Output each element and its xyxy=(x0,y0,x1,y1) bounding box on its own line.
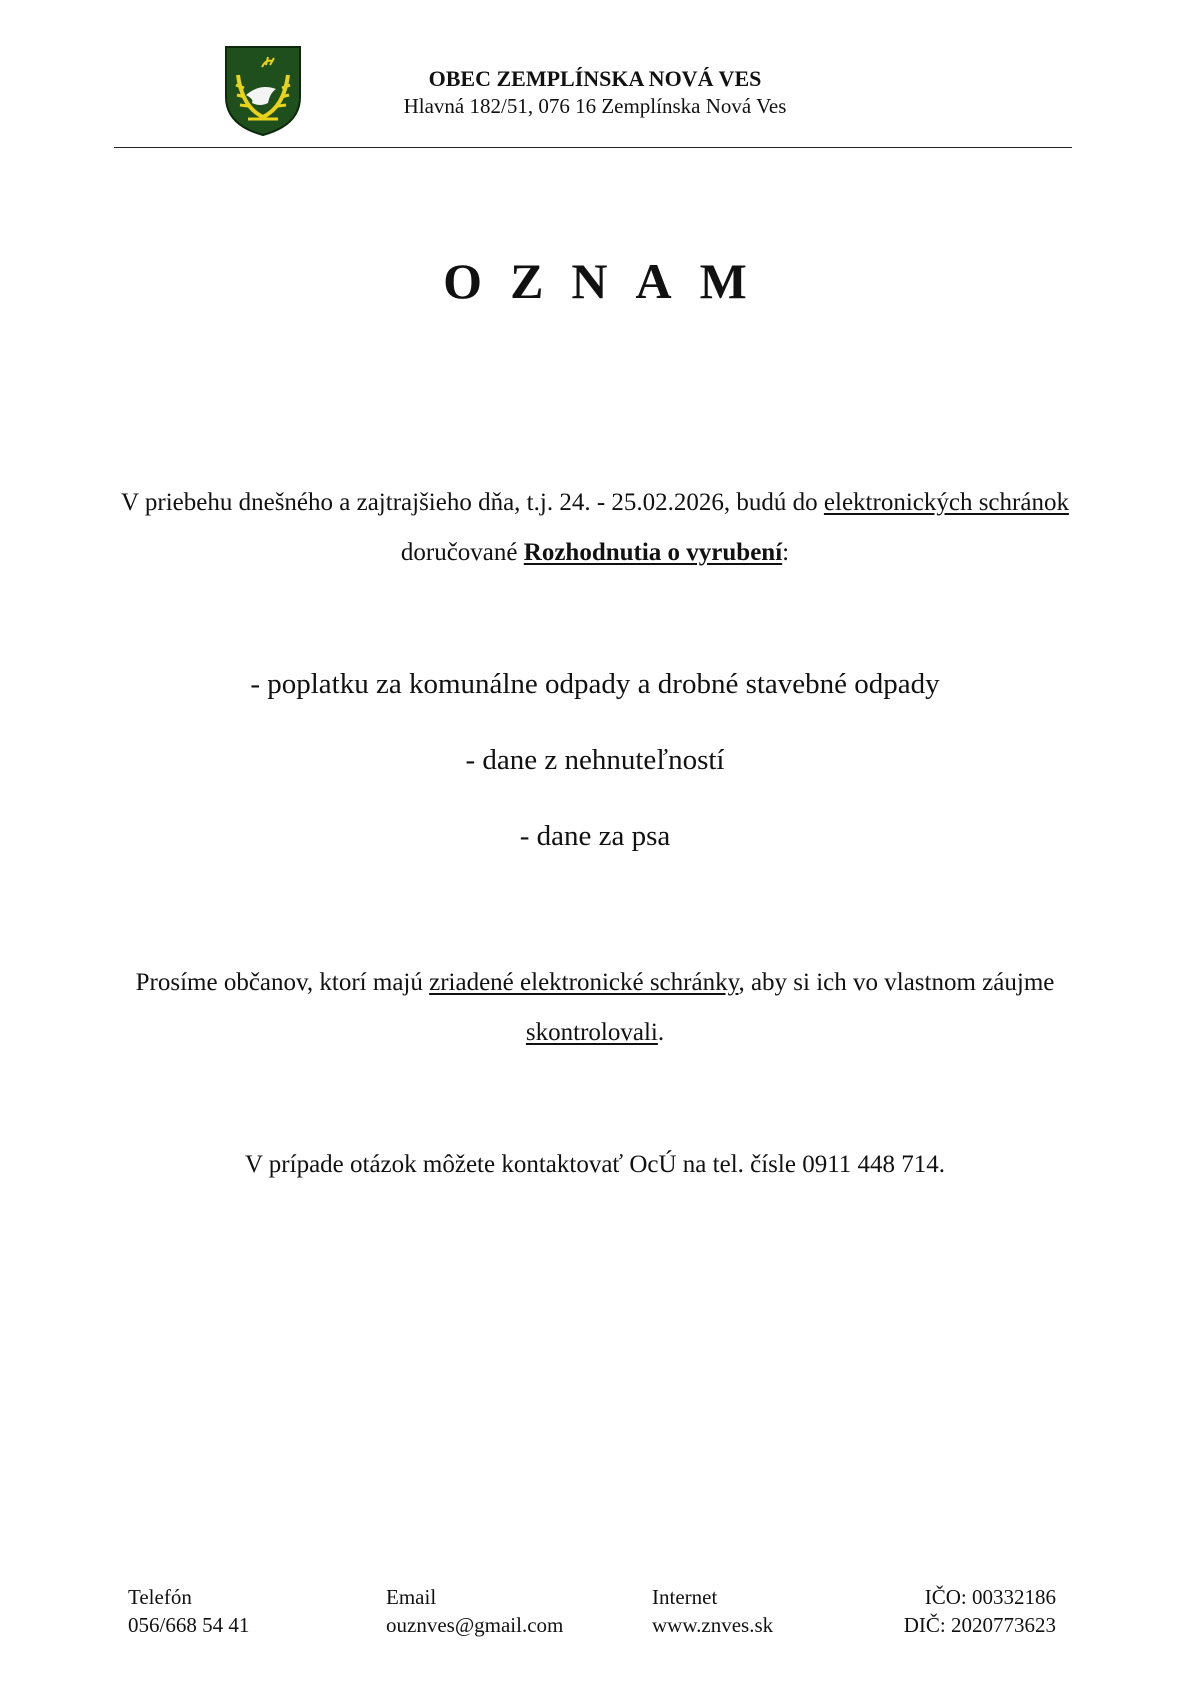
ico-number: IČO: 00332186 xyxy=(924,1585,1056,1609)
header-divider xyxy=(114,147,1072,148)
email-label: Email xyxy=(386,1585,437,1609)
web-label: Internet xyxy=(652,1585,718,1609)
footer-ids xyxy=(870,1583,1056,1639)
footer-web xyxy=(652,1583,773,1639)
set-up-mailboxes-text: zriadené elektronické schránky xyxy=(429,969,739,996)
municipality-name: OBEC ZEMPLÍNSKA NOVÁ VES xyxy=(428,66,762,91)
list-item: - dane z nehnuteľností xyxy=(465,744,725,776)
coat-of-arms-logo xyxy=(224,45,302,137)
paragraph-text: : xyxy=(782,539,790,566)
paragraph-text: Prosíme občanov, ktorí majú xyxy=(135,969,430,996)
email-address: ouznves@gmail.com xyxy=(386,1613,564,1637)
phone-number: 056/668 54 41 xyxy=(128,1613,250,1637)
paragraph-text: . xyxy=(657,1019,665,1046)
list-item: - poplatku za komunálne odpady a drobné stavebné odpady xyxy=(250,668,940,700)
document-title: OZNAM xyxy=(443,253,775,309)
phone-label: Telefón xyxy=(128,1585,192,1609)
request-paragraph xyxy=(100,958,1090,1058)
check-text: skontrolovali xyxy=(525,1019,658,1046)
paragraph-text: doručované xyxy=(400,539,524,566)
municipality-address: Hlavná 182/51, 076 16 Zemplínska Nová Ves xyxy=(403,94,787,118)
web-address: www.znves.sk xyxy=(652,1613,774,1637)
dic-number: DIČ: 2020773623 xyxy=(903,1613,1056,1637)
paragraph-text: , aby si ich vo vlastnom záujme xyxy=(738,969,1055,996)
decision-title: Rozhodnutia o vyrubení xyxy=(523,539,783,566)
paragraph-text: V priebehu dnešného a zajtrajšieho dňa, t.j. 24. - 25.02.2026, budú do xyxy=(121,489,824,516)
footer-phone xyxy=(128,1583,249,1639)
contact-paragraph: V prípade otázok môžete kontaktovať OcÚ na tel. čísle 0911 448 714. xyxy=(244,1151,946,1178)
list-item: - dane za psa xyxy=(519,820,671,852)
footer-email xyxy=(386,1583,563,1639)
announcement-paragraph xyxy=(100,478,1090,578)
electronic-mailboxes-text: elektronických schránok xyxy=(823,489,1069,516)
